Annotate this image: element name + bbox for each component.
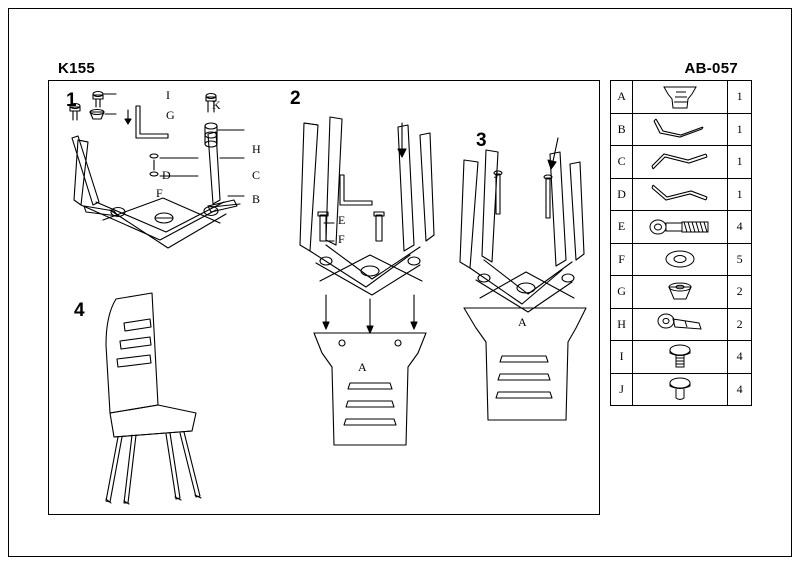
- part-letter: B: [611, 113, 633, 146]
- table-row: [611, 211, 752, 244]
- callout-step1-K: K: [212, 98, 221, 112]
- callout-step2-E: E: [338, 213, 346, 227]
- table-row: [611, 373, 752, 406]
- callout-step2-A: A: [358, 360, 367, 374]
- callout-step1-I: I: [166, 88, 170, 102]
- part-letter: C: [611, 146, 633, 179]
- table-row: [611, 243, 752, 276]
- washer-icon: [633, 243, 728, 276]
- part-qty: 2: [728, 308, 752, 341]
- model-code: K155: [58, 60, 96, 77]
- leg-frame-icon: [633, 146, 728, 179]
- callout-step3-J: J: [494, 167, 499, 181]
- long-bolt-icon: [633, 211, 728, 244]
- leg-frame-2-icon: [633, 178, 728, 211]
- callout-step1-C: C: [252, 168, 261, 182]
- part-letter: D: [611, 178, 633, 211]
- part-qty: 1: [728, 113, 752, 146]
- part-letter: G: [611, 276, 633, 309]
- chair-seat-icon: [633, 81, 728, 114]
- part-letter: J: [611, 373, 633, 406]
- table-row: [611, 308, 752, 341]
- part-qty: 5: [728, 243, 752, 276]
- part-qty: 2: [728, 276, 752, 309]
- step-number-3: 3: [476, 130, 487, 151]
- part-qty: 4: [728, 211, 752, 244]
- step-number-1: 1: [66, 90, 77, 111]
- part-letter: H: [611, 308, 633, 341]
- part-qty: 1: [728, 81, 752, 114]
- part-qty: 1: [728, 146, 752, 179]
- parts-table: [610, 80, 752, 406]
- cap-nut-icon: [633, 276, 728, 309]
- document-code: AB-057: [684, 60, 738, 77]
- step-2-illustration: [280, 95, 460, 455]
- callout-step1-H: H: [252, 142, 261, 156]
- callout-step1-B: B: [252, 192, 261, 206]
- part-qty: 4: [728, 341, 752, 374]
- part-letter: E: [611, 211, 633, 244]
- table-row: [611, 178, 752, 211]
- wrench-icon: [633, 308, 728, 341]
- table-row: [611, 146, 752, 179]
- callout-step1-G: G: [166, 108, 175, 122]
- step-number-4: 4: [74, 300, 85, 321]
- table-row: [611, 276, 752, 309]
- callout-step1-F: F: [156, 186, 163, 200]
- table-row: [611, 341, 752, 374]
- table-row: [611, 113, 752, 146]
- callout-step3-A: A: [518, 315, 527, 329]
- table-row: [611, 81, 752, 114]
- part-letter: F: [611, 243, 633, 276]
- screw-icon: [633, 341, 728, 374]
- step-number-2: 2: [290, 88, 301, 109]
- bracket-bent-icon: [633, 113, 728, 146]
- part-letter: A: [611, 81, 633, 114]
- step-3-illustration: [452, 128, 602, 438]
- part-qty: 1: [728, 178, 752, 211]
- part-qty: 4: [728, 373, 752, 406]
- step-4-illustration: [80, 285, 230, 510]
- part-letter: I: [611, 341, 633, 374]
- callout-step2-F: F: [338, 232, 345, 246]
- callout-step1-D: D: [162, 168, 171, 182]
- bolt-head-icon: [633, 373, 728, 406]
